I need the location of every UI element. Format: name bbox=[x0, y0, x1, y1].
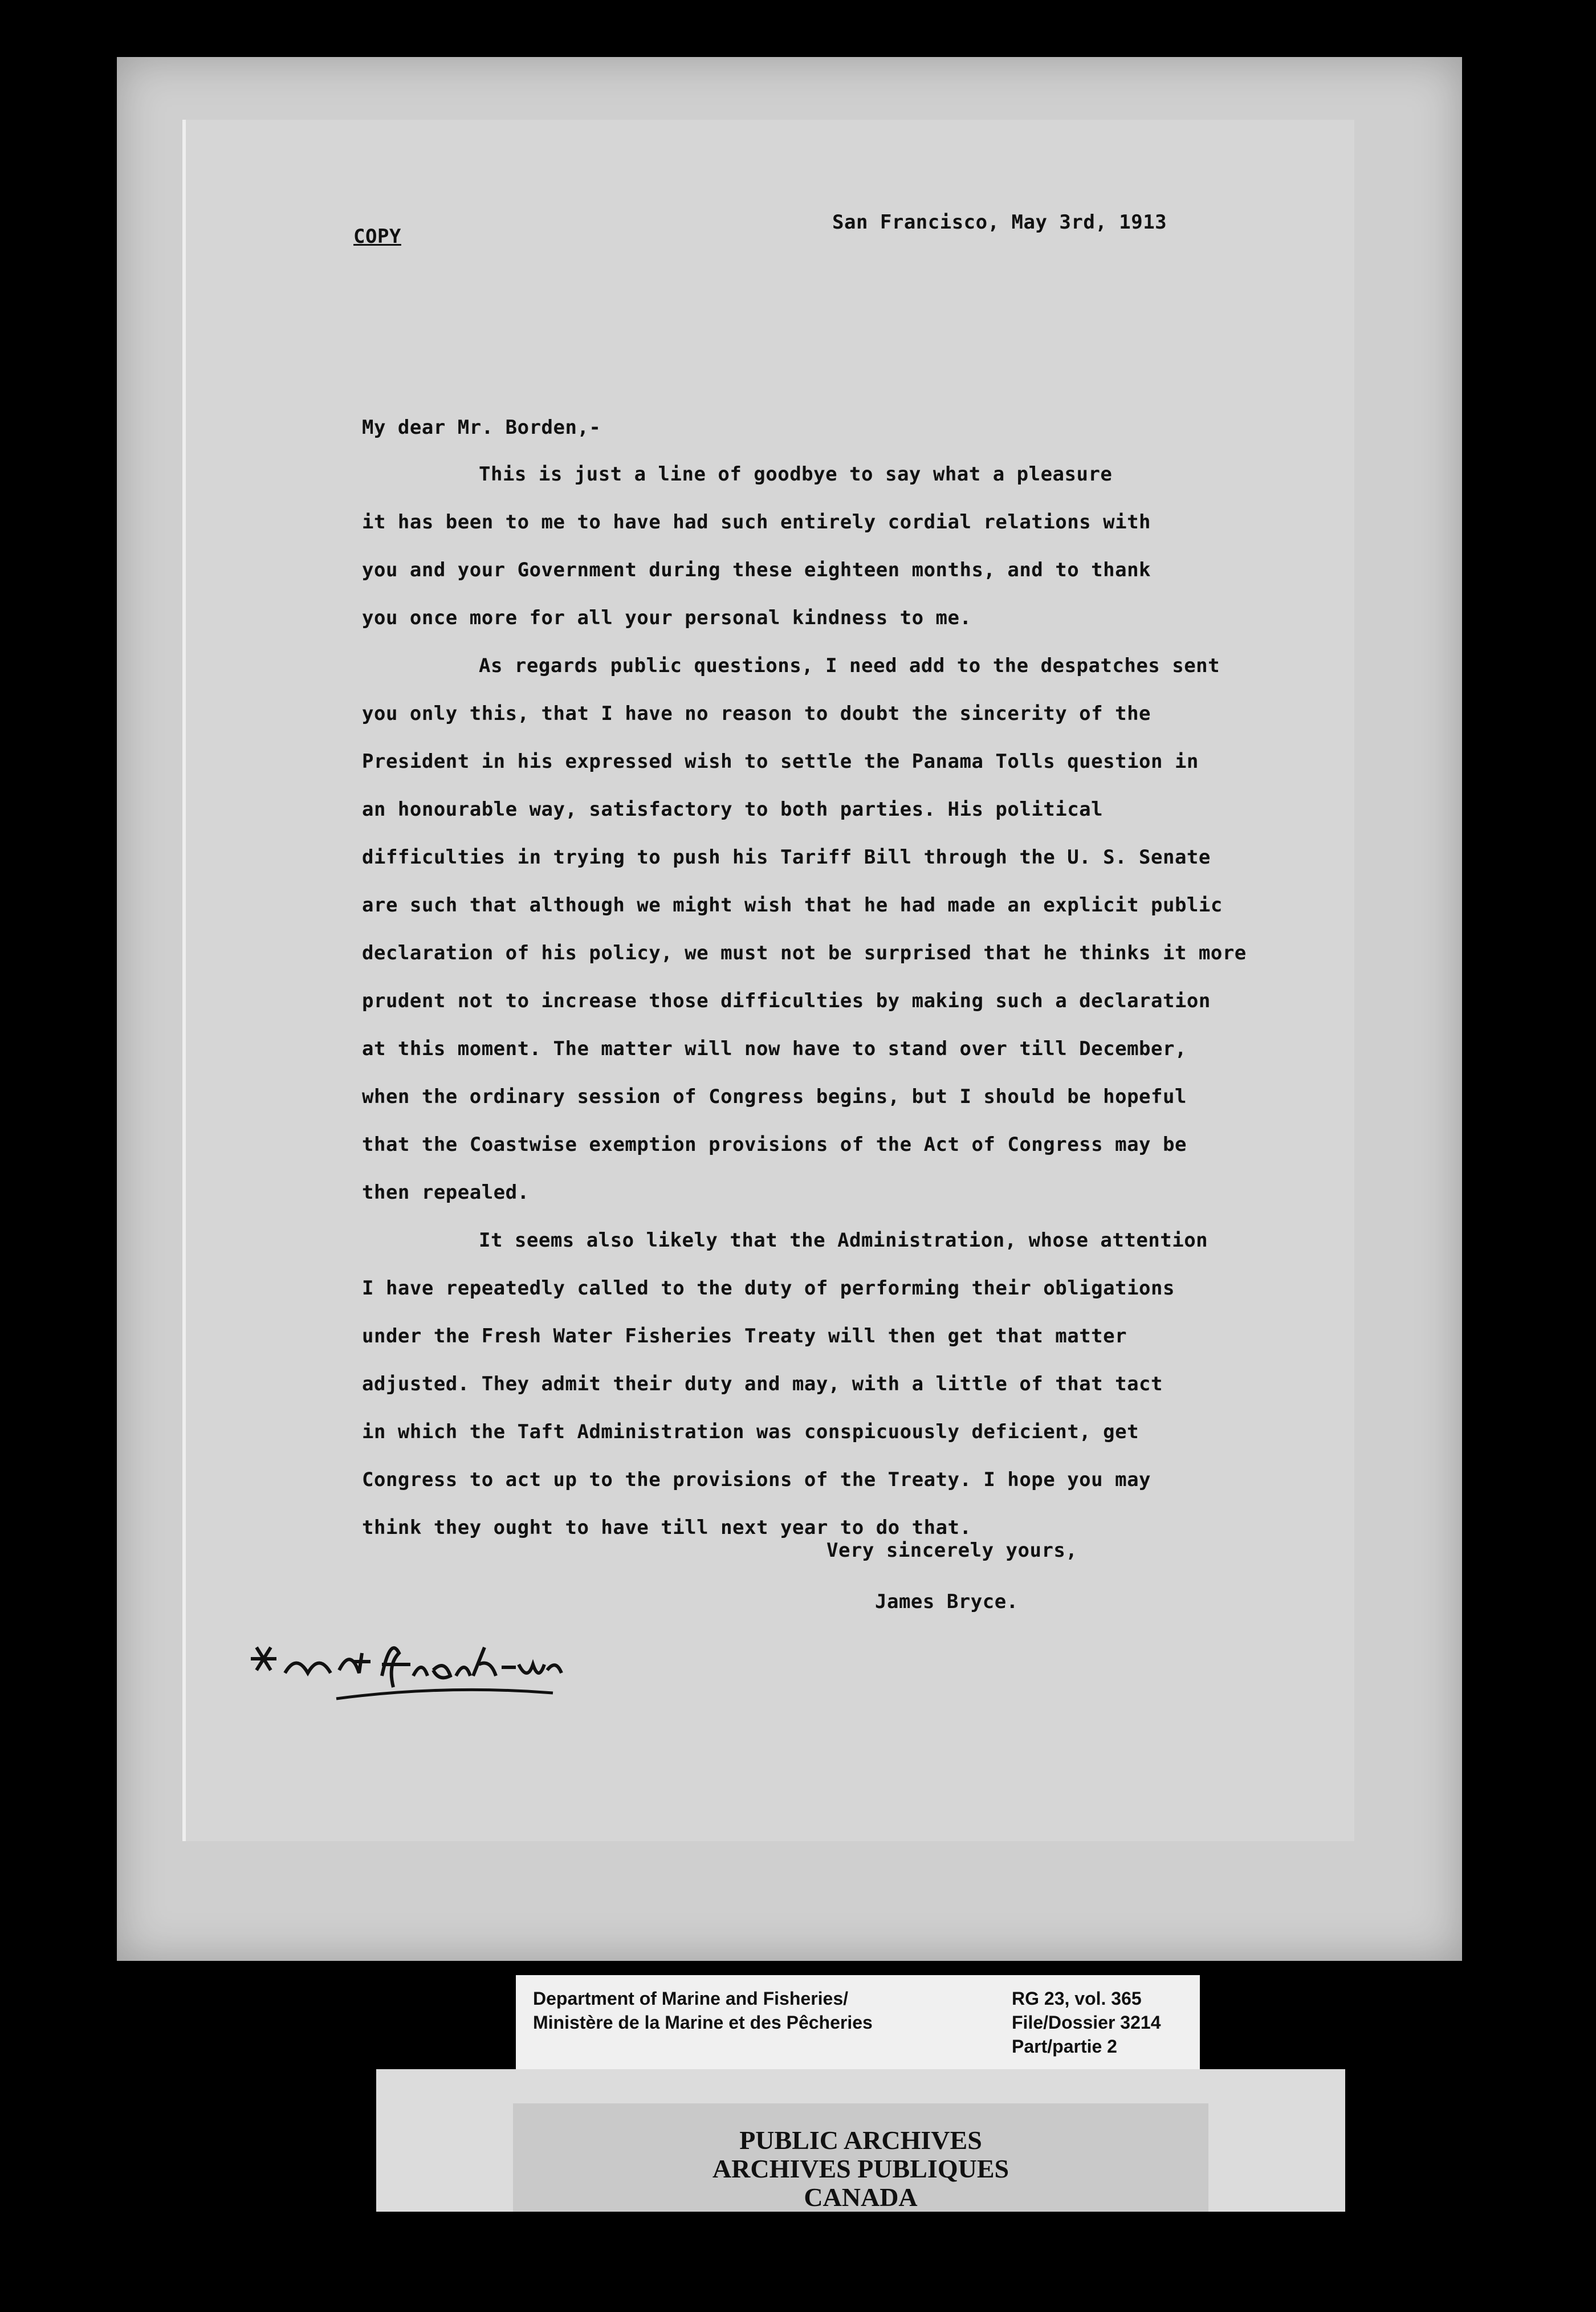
body-line: when the ordinary session of Congress begins, but I should be hopeful bbox=[362, 1085, 1187, 1108]
body-line: difficulties in trying to push his Tariff Bill through the U. S. Senate bbox=[362, 846, 1211, 869]
body-line: in which the Taft Administration was conspicuously deficient, get bbox=[362, 1420, 1139, 1443]
reference-line: RG 23, vol. 365 bbox=[1012, 1988, 1142, 2009]
body-line: that the Coastwise exemption provisions of the Act of Congress may be bbox=[362, 1133, 1187, 1156]
body-line: This is just a line of goodbye to say what a pleasure bbox=[479, 463, 1113, 486]
body-line: you only this, that I have no reason to doubt the sincerity of the bbox=[362, 702, 1151, 725]
archive-stamp bbox=[376, 2069, 1345, 2212]
body-line: at this moment. The matter will now have to stand over till December, bbox=[362, 1037, 1187, 1060]
dateline: San Francisco, May 3rd, 1913 bbox=[832, 211, 1167, 234]
stamp-line: CANADA bbox=[804, 2183, 918, 2212]
letter-body bbox=[362, 450, 1274, 1552]
salutation: My dear Mr. Borden,- bbox=[362, 416, 601, 439]
body-line: are such that although we might wish that he had made an explicit public bbox=[362, 894, 1223, 917]
body-line: think they ought to have till next year to do that. bbox=[362, 1516, 972, 1539]
body-line: prudent not to increase those difficulties by making such a declaration bbox=[362, 990, 1211, 1012]
handwritten-note-drawing bbox=[245, 1630, 564, 1710]
body-line: Congress to act up to the provisions of the Treaty. I hope you may bbox=[362, 1468, 1151, 1491]
closing: Very sincerely yours, bbox=[826, 1539, 1078, 1562]
stamp-line: PUBLIC ARCHIVES bbox=[739, 2126, 982, 2155]
body-line: under the Fresh Water Fisheries Treaty will then get that matter bbox=[362, 1325, 1127, 1348]
archive-department bbox=[533, 1987, 873, 2034]
body-line: President in his expressed wish to settle the Panama Tolls question in bbox=[362, 750, 1199, 773]
body-line: It seems also likely that the Administration, whose attention bbox=[479, 1229, 1208, 1252]
body-line: adjusted. They admit their duty and may, with a little of that tact bbox=[362, 1373, 1163, 1395]
body-line: you and your Government during these eighteen months, and to thank bbox=[362, 559, 1151, 581]
department-line: Department of Marine and Fisheries/ bbox=[533, 1988, 849, 2009]
archive-reference bbox=[1012, 1987, 1161, 2058]
signature: James Bryce. bbox=[875, 1590, 1019, 1613]
body-line: then repealed. bbox=[362, 1181, 530, 1204]
reference-line: Part/partie 2 bbox=[1012, 2036, 1117, 2057]
body-line: declaration of his policy, we must not be surprised that he thinks it more bbox=[362, 942, 1247, 964]
body-line: it has been to me to have had such entirely cordial relations with bbox=[362, 511, 1151, 534]
stamp-line: ARCHIVES PUBLIQUES bbox=[712, 2154, 1009, 2183]
handwritten-note bbox=[245, 1630, 564, 1710]
archive-stamp-center bbox=[513, 2103, 1208, 2212]
reference-line: File/Dossier 3214 bbox=[1012, 2012, 1161, 2033]
body-line: an honourable way, satisfactory to both parties. His political bbox=[362, 798, 1104, 821]
department-line: Ministère de la Marine et des Pêcheries bbox=[533, 2012, 873, 2033]
body-line: I have repeatedly called to the duty of performing their obligations bbox=[362, 1277, 1175, 1300]
body-line: you once more for all your personal kindness to me. bbox=[362, 607, 972, 629]
copy-mark: COPY bbox=[353, 225, 401, 248]
body-line: As regards public questions, I need add to the despatches sent bbox=[479, 654, 1220, 677]
